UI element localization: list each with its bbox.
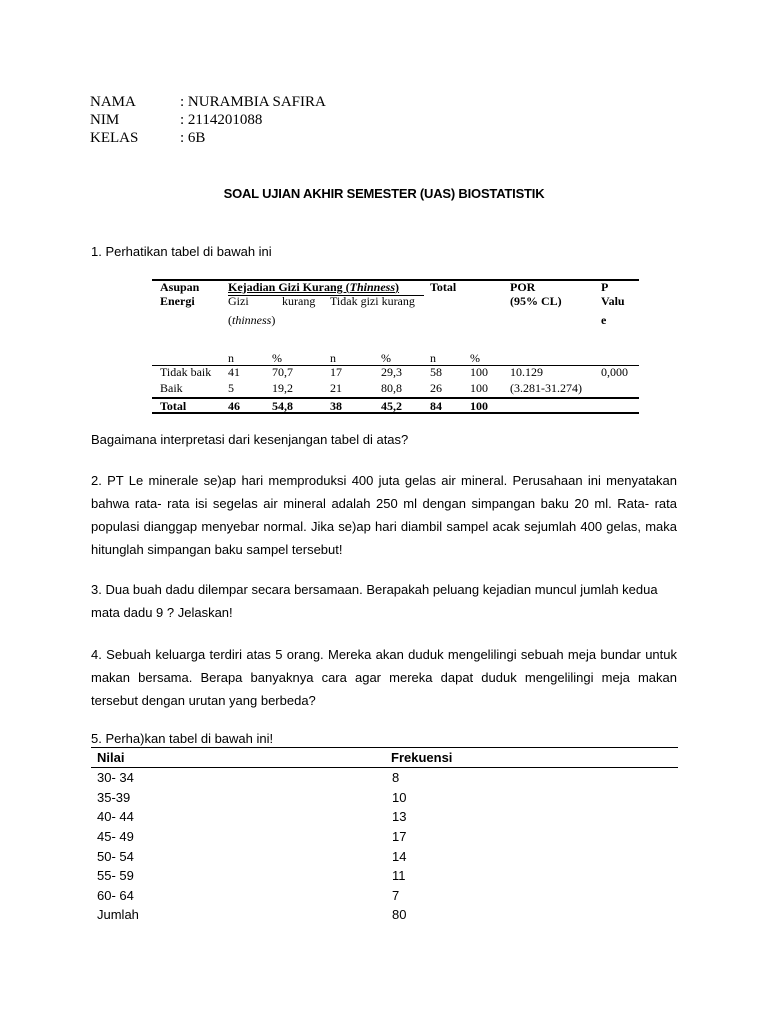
info-label: NIM bbox=[90, 112, 120, 128]
info-value: : NURAMBIA SAFIRA bbox=[180, 94, 326, 110]
info-label: NAMA bbox=[90, 94, 136, 110]
info-value: : 2114201088 bbox=[180, 112, 263, 128]
row-label: Tidak baik bbox=[160, 365, 212, 379]
cell: 19,2 bbox=[272, 381, 293, 395]
header-kejadian-italic: Thinness bbox=[349, 280, 396, 294]
row-frekuensi: 11 bbox=[392, 868, 406, 883]
info-value: : 6B bbox=[180, 130, 206, 146]
row-frekuensi: 7 bbox=[392, 888, 400, 903]
question-4: 4. Sebuah keluarga terdiri atas 5 orang. Mereka akan duduk mengelilingi sebuah meja bundar untuk makan bersama. Berapa banyaknya cara agar mereka dapat duduk mengelilingi meja makan tersebut dengan urutan yang berbeda? bbox=[91, 647, 677, 708]
col-pct3: % bbox=[470, 351, 480, 365]
row-nilai: Jumlah bbox=[97, 907, 139, 922]
row-nilai: 40- 44 bbox=[97, 809, 134, 824]
header-kejadian-close: ) bbox=[395, 280, 400, 294]
cell: 45,2 bbox=[381, 399, 402, 413]
col-n1: n bbox=[228, 351, 234, 365]
header-energi: Energi bbox=[160, 294, 195, 308]
cell: 84 bbox=[430, 399, 442, 413]
row-nilai: 50- 54 bbox=[97, 849, 134, 864]
row-nilai: 30- 34 bbox=[97, 770, 134, 785]
row-frekuensi: 13 bbox=[392, 809, 407, 824]
cell: 54,8 bbox=[272, 399, 293, 413]
sub-thinness-italic: thinness bbox=[232, 313, 272, 327]
cell: 80,8 bbox=[381, 381, 402, 395]
cell: 29,3 bbox=[381, 365, 402, 379]
row-frekuensi: 17 bbox=[392, 829, 407, 844]
header-kejadian-text: Kejadian Gizi Kurang ( bbox=[228, 280, 350, 294]
header-p-e: e bbox=[601, 313, 607, 327]
row-frekuensi: 8 bbox=[392, 770, 400, 785]
header-p-valu: Valu bbox=[601, 294, 625, 308]
cell: 58 bbox=[430, 365, 442, 379]
header-total: Total bbox=[430, 280, 457, 294]
cell: 5 bbox=[228, 381, 234, 395]
sub-kurang: kurang bbox=[282, 294, 316, 308]
cell-por: 10.129 bbox=[510, 365, 543, 379]
cell: 21 bbox=[330, 381, 342, 395]
col-n2: n bbox=[330, 351, 336, 365]
row-nilai: 45- 49 bbox=[97, 829, 134, 844]
row-frekuensi: 14 bbox=[392, 849, 407, 864]
row-label: Baik bbox=[160, 381, 183, 395]
cell: 100 bbox=[470, 399, 488, 413]
sub-thinness-open: ( bbox=[228, 313, 232, 327]
cell: 38 bbox=[330, 399, 342, 413]
row-frekuensi: 10 bbox=[392, 790, 407, 805]
sub-gizi: Gizi bbox=[228, 294, 249, 308]
table-gizi bbox=[0, 0, 768, 420]
col-n3: n bbox=[430, 351, 436, 365]
header-kejadian bbox=[228, 280, 399, 294]
question-interpretation: Bagaimana interpretasi dari kesenjangan tabel di atas? bbox=[91, 432, 409, 447]
question-1-intro: 1. Perhatikan tabel di bawah ini bbox=[91, 244, 272, 259]
header-por-ci: (95% CL) bbox=[510, 294, 562, 308]
cell: 46 bbox=[228, 399, 240, 413]
document-title: SOAL UJIAN AKHIR SEMESTER (UAS) BIOSTATISTIK bbox=[223, 186, 545, 201]
total-label: Total bbox=[160, 399, 187, 413]
question-5-intro: 5. Perha)kan tabel di bawah ini! bbox=[91, 731, 274, 746]
cell: 41 bbox=[228, 365, 240, 379]
header-frekuensi: Frekuensi bbox=[391, 750, 453, 765]
sub-thinness-close: ) bbox=[271, 313, 276, 327]
header-p: P bbox=[601, 280, 609, 294]
col-pct1: % bbox=[272, 351, 282, 365]
header-por: POR bbox=[510, 280, 536, 294]
row-nilai: 55- 59 bbox=[97, 868, 134, 883]
sub-tidak-gizi: Tidak gizi kurang bbox=[330, 294, 415, 308]
cell: 26 bbox=[430, 381, 442, 395]
cell-p: 0,000 bbox=[601, 365, 628, 379]
info-label: KELAS bbox=[90, 130, 139, 146]
table-header-rule bbox=[91, 767, 678, 768]
col-pct2: % bbox=[381, 351, 391, 365]
question-3: 3. Dua buah dadu dilempar secara bersamaan. Berapakah peluang kejadian muncul jumlah kedua mata dadu 9 ? Jelaskan! bbox=[91, 582, 658, 620]
cell: 100 bbox=[470, 365, 488, 379]
row-nilai: 60- 64 bbox=[97, 888, 134, 903]
cell: 17 bbox=[330, 365, 342, 379]
row-nilai: 35-39 bbox=[97, 790, 131, 805]
cell: 70,7 bbox=[272, 365, 293, 379]
row-frekuensi: 80 bbox=[392, 907, 407, 922]
cell: 100 bbox=[470, 381, 488, 395]
question-2: 2. PT Le minerale se)ap hari memproduksi 400 juta gelas air mineral. Perusahaan ini menyatakan bahwa rata- rata isi segelas air mineral adalah 250 ml dengan simpangan baku 20 ml. Rata- rata populasi dianggap menyebar normal. Jika se)ap hari diambil sampel acak sejumlah 400 gelas, maka hitunglah simpangan baku sampel tersebut! bbox=[91, 473, 677, 557]
cell-por: (3.281-31.274) bbox=[510, 381, 582, 395]
header-nilai: Nilai bbox=[97, 750, 125, 765]
header-asupan: Asupan bbox=[160, 280, 200, 294]
sub-thinness bbox=[228, 313, 275, 327]
